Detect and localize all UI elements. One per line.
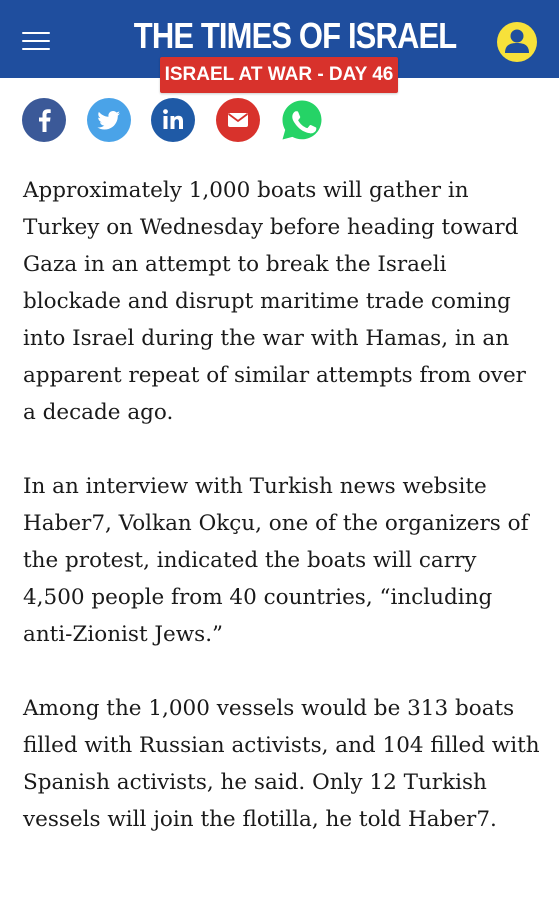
article-paragraph-2: In an interview with Turkish news website Haber7, Volkan Okçu, one of the organizers of the protest, indicated the boats will carry 4,500 people from 40 countries, “including anti-Zionist Jews.” [23, 474, 529, 647]
twitter-icon[interactable] [87, 98, 131, 142]
user-icon[interactable] [497, 22, 537, 62]
envelope-icon[interactable] [216, 98, 260, 142]
facebook-icon[interactable] [22, 98, 66, 142]
site-logo[interactable]: THE TIMES OF ISRAEL [133, 15, 457, 56]
whatsapp-icon[interactable] [280, 98, 324, 142]
article-body [23, 172, 543, 875]
article-paragraph-1: Approximately 1,000 boats will gather in Turkey on Wednesday before heading toward Gaza in an attempt to break the Israeli blockade and disrupt maritime trade coming into Israel during the war with Hamas, in an apparent repeat of similar attempts from over a decade ago. [23, 178, 526, 425]
war-day-banner[interactable]: ISRAEL AT WAR - DAY 46 [160, 57, 398, 93]
hamburger-icon[interactable] [22, 29, 50, 53]
article-paragraph-3: Among the 1,000 vessels would be 313 boats filled with Russian activists, and 104 filled with Spanish activists, he said. Only 12 Turkish vessels will join the flotilla, he told Haber7. [23, 696, 540, 832]
linkedin-icon[interactable] [151, 98, 195, 142]
